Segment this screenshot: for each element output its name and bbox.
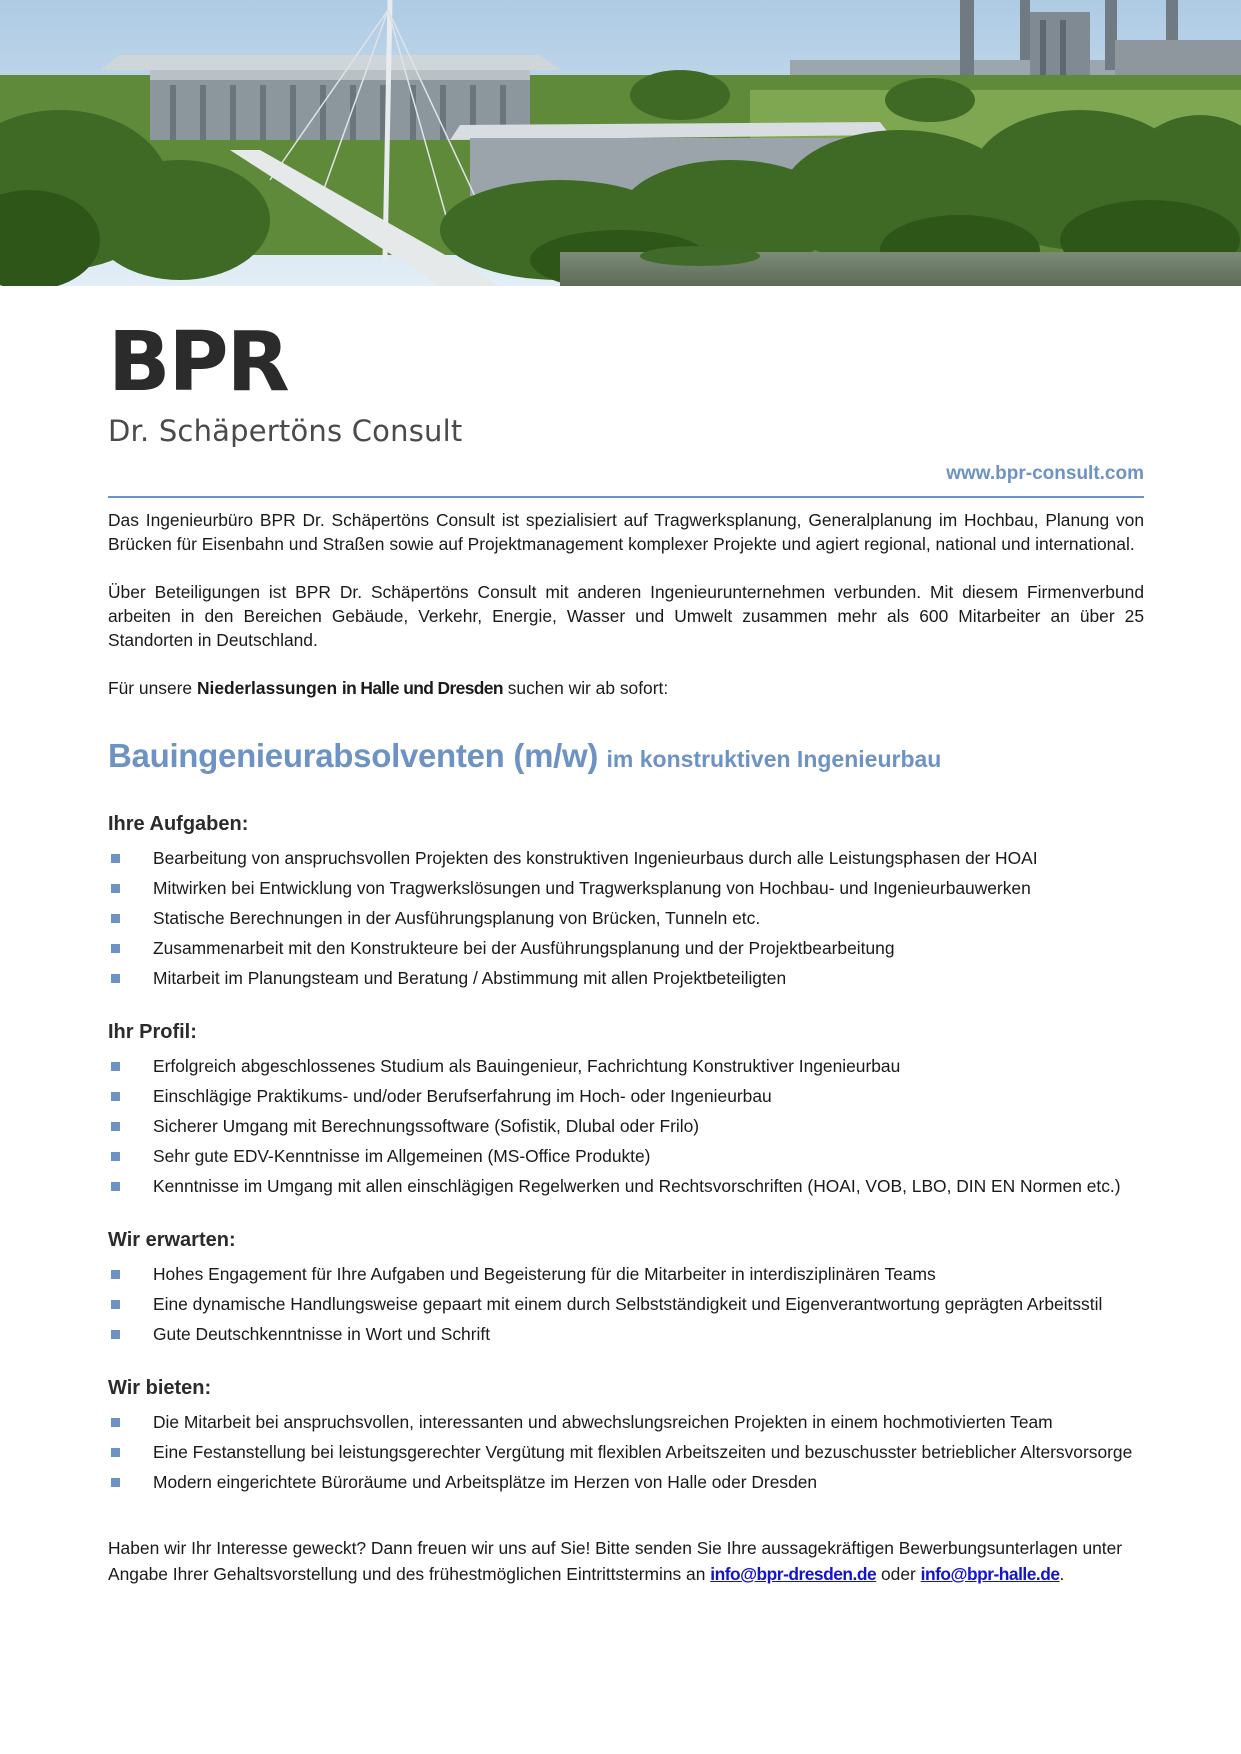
list-item-text: Mitarbeit im Planungsteam und Beratung / Abstimmung mit allen Projektbeteiligten xyxy=(153,968,787,988)
square-bullet-icon xyxy=(111,1478,120,1487)
section-bieten xyxy=(108,1375,1144,1497)
section-heading: Wir bieten: xyxy=(108,1377,212,1399)
section-heading: Ihre Aufgaben: xyxy=(108,813,249,835)
email-link-halle[interactable]: info@bpr-halle.de xyxy=(920,1564,1060,1584)
list-item-text: Zusammenarbeit mit den Konstrukteure bei der Ausführungsplanung und der Projektbearbeitung xyxy=(153,938,895,958)
list-item-text: Die Mitarbeit bei anspruchsvollen, interessanten und abwechslungsreichen Projekten in einem hochmotivierten Team xyxy=(153,1412,1053,1432)
section-heading: Ihr Profil: xyxy=(108,1021,197,1043)
job-title-main: Bauingenieurabsolventen (m/w) xyxy=(108,737,599,774)
square-bullet-icon xyxy=(111,1270,120,1279)
closing-text: Haben wir Ihr Interesse geweckt? Dann freuen wir uns auf Sie! Bitte senden Sie Ihre aussagekräftigen Bewerbungsunterlagen unter Angabe Ihrer Gehaltsvorstellung und des frühestmöglichen Eintrittstermins an xyxy=(108,1538,1123,1584)
list-item xyxy=(108,903,1144,933)
list-item-text: Eine dynamische Handlungsweise gepaart mit einem durch Selbstständigkeit und Eigenverantwortung geprägten Arbeitsstil xyxy=(153,1294,1103,1314)
list-item-text: Bearbeitung von anspruchsvollen Projekten des konstruktiven Ingenieurbaus durch alle Leistungsphasen der HOAI xyxy=(153,848,1038,868)
closing-connector: oder xyxy=(876,1564,921,1584)
closing-end: . xyxy=(1059,1564,1065,1584)
search-bold-locations: in Halle und Dresden xyxy=(341,678,503,698)
list-item-text: Sicherer Umgang mit Berechnungssoftware (Sofistik, Dlubal oder Frilo) xyxy=(153,1116,700,1136)
search-line xyxy=(108,676,1144,700)
search-bold-branches: Niederlassungen xyxy=(196,678,342,698)
profile-list xyxy=(108,1051,1144,1201)
intro-paragraph-2: Über Beteiligungen ist BPR Dr. Schäpertöns Consult mit anderen Ingenieurunternehmen verbunden. Mit diesem Firmenverbund arbeiten in den Bereichen Gebäude, Verkehr, Energie, Wasser und Umwelt zusammen mehr als 600 Mitarbeiter an über 25 Standorten in Deutschland. xyxy=(108,582,1144,650)
list-item-text: Statische Berechnungen in der Ausführungsplanung von Brücken, Tunneln etc. xyxy=(153,908,761,928)
job-title xyxy=(108,736,1144,783)
list-item-text: Eine Festanstellung bei leistungsgerechter Vergütung mit flexiblen Arbeitszeiten und bezuschusster betrieblicher Altersvorsorge xyxy=(153,1442,1133,1462)
job-ad-body xyxy=(108,460,1144,1587)
square-bullet-icon xyxy=(111,854,120,863)
list-item xyxy=(108,933,1144,963)
square-bullet-icon xyxy=(111,1092,120,1101)
divider xyxy=(108,496,1144,498)
email-link-dresden[interactable]: info@bpr-dresden.de xyxy=(710,1564,877,1584)
section-erwarten xyxy=(108,1227,1144,1349)
list-item-text: Kenntnisse im Umgang mit allen einschlägigen Regelwerken und Rechtsvorschriften (HOAI, VOB, LBO, DIN EN Normen etc.) xyxy=(153,1176,1121,1196)
square-bullet-icon xyxy=(111,884,120,893)
square-bullet-icon xyxy=(111,1182,120,1191)
list-item xyxy=(108,1259,1144,1289)
list-item xyxy=(108,1111,1144,1141)
square-bullet-icon xyxy=(111,1330,120,1339)
search-suffix: suchen wir ab sofort: xyxy=(502,678,669,698)
section-aufgaben xyxy=(108,811,1144,993)
list-item-text: Einschlägige Praktikums- und/oder Berufserfahrung im Hoch- oder Ingenieurbau xyxy=(153,1086,772,1106)
section-heading: Wir erwarten: xyxy=(108,1229,236,1251)
logo-subtitle: Dr. Schäpertöns Consult xyxy=(108,414,463,448)
company-logo xyxy=(108,315,463,448)
square-bullet-icon xyxy=(111,944,120,953)
offer-list xyxy=(108,1407,1144,1497)
list-item-text: Modern eingerichtete Büroräume und Arbeitsplätze im Herzen von Halle oder Dresden xyxy=(153,1472,818,1492)
list-item xyxy=(108,963,1144,993)
expectations-list xyxy=(108,1259,1144,1349)
list-item xyxy=(108,1289,1144,1319)
list-item-text: Gute Deutschkenntnisse in Wort und Schrift xyxy=(153,1324,491,1344)
list-item xyxy=(108,1319,1144,1349)
job-title-sub: im konstruktiven Ingenieurbau xyxy=(606,746,942,772)
search-prefix: Für unsere xyxy=(108,678,197,698)
task-list xyxy=(108,843,1144,993)
list-item-text: Mitwirken bei Entwicklung von Tragwerkslösungen und Tragwerksplanung von Hochbau- und Ingenieurbauwerken xyxy=(153,878,1031,898)
list-item xyxy=(108,1437,1144,1467)
square-bullet-icon xyxy=(111,1418,120,1427)
square-bullet-icon xyxy=(111,1448,120,1457)
website-link[interactable]: www.bpr-consult.com xyxy=(946,463,1144,484)
list-item xyxy=(108,1407,1144,1437)
square-bullet-icon xyxy=(111,974,120,983)
section-profil xyxy=(108,1019,1144,1201)
logo-mark: BPR xyxy=(108,315,288,410)
list-item-text: Hohes Engagement für Ihre Aufgaben und Begeisterung für die Mitarbeiter in interdisziplinären Teams xyxy=(153,1264,936,1284)
list-item xyxy=(108,1171,1144,1201)
list-item xyxy=(108,843,1144,873)
square-bullet-icon xyxy=(111,1300,120,1309)
square-bullet-icon xyxy=(111,1122,120,1131)
square-bullet-icon xyxy=(111,1152,120,1161)
list-item xyxy=(108,1141,1144,1171)
list-item xyxy=(108,873,1144,903)
square-bullet-icon xyxy=(111,1062,120,1071)
list-item xyxy=(108,1467,1144,1497)
list-item xyxy=(108,1081,1144,1111)
header-photo xyxy=(0,0,1241,286)
list-item-text: Erfolgreich abgeschlossenes Studium als Bauingenieur, Fachrichtung Konstruktiver Ingenieurbau xyxy=(153,1056,901,1076)
closing-paragraph xyxy=(108,1535,1144,1587)
square-bullet-icon xyxy=(111,914,120,923)
list-item-text: Sehr gute EDV-Kenntnisse im Allgemeinen (MS-Office Produkte) xyxy=(153,1146,651,1166)
intro-paragraph-1: Das Ingenieurbüro BPR Dr. Schäpertöns Consult ist spezialisiert auf Tragwerksplanung, Generalplanung im Hochbau, Planung von Brücken für Eisenbahn und Straßen sowie auf Projektmanagement komplexer Projekte und agiert regional, national und international. xyxy=(108,510,1144,554)
list-item xyxy=(108,1051,1144,1081)
